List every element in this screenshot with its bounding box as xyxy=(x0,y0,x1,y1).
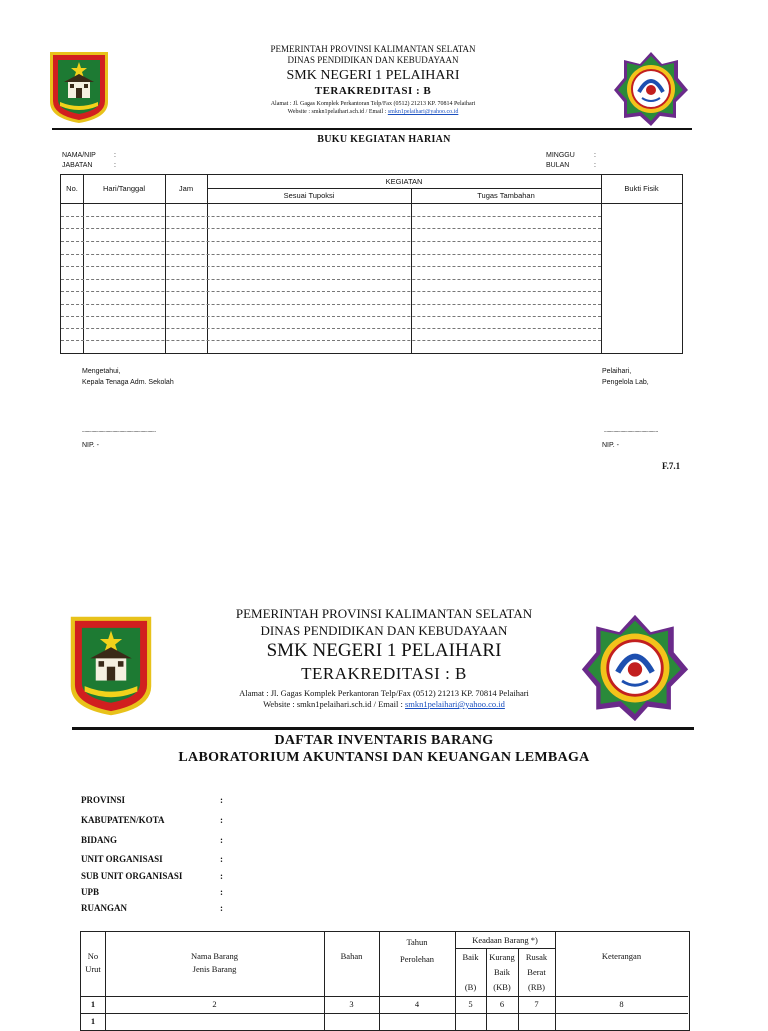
num-7: 7 xyxy=(534,999,539,1009)
school-name-2: SMK NEGERI 1 PELAIHARI xyxy=(266,640,502,661)
num-1: 1 xyxy=(90,999,96,1009)
dept-line-2: DINAS PENDIDIKAN DAN KEBUDAYAAN xyxy=(260,623,508,638)
right-school-logo xyxy=(612,50,690,128)
col-date: Hari/Tanggal xyxy=(102,184,146,193)
sign-left-dots: ............................................................... xyxy=(82,428,156,434)
form2-title-2: LABORATORIUM AKUNTANSI DAN KEUANGAN LEMBAGA xyxy=(178,750,590,765)
inventory-table xyxy=(80,931,690,1031)
field-unit-organisasi: UNIT ORGANISASI xyxy=(81,854,163,864)
col-bahan: Bahan xyxy=(340,951,363,961)
form-code: F.7.1 xyxy=(662,461,681,471)
col-time: Jam xyxy=(178,184,194,193)
col-keadaan: Keadaan Barang *) xyxy=(472,935,538,945)
accreditation-2: TERAKREDITASI : B xyxy=(301,664,467,683)
num-5: 5 xyxy=(468,999,473,1009)
header-rule xyxy=(52,128,692,130)
address: Alamat : Jl. Gagas Komplek Perkantoran Telp/Fax (0512) 21213 KP. 70814 Pelaihari xyxy=(270,101,476,107)
field-minggu: MINGGU : xyxy=(546,152,596,159)
sign-right-place: Pelaihari, xyxy=(602,368,632,375)
field-nama-nip: NAMA/NIP : xyxy=(62,152,116,159)
col-baik: Baik (B) xyxy=(462,952,479,992)
sign-right-dots: .............................................. xyxy=(604,428,658,434)
col-tambahan: Tugas Tambahan xyxy=(477,191,535,200)
col-kegiatan: KEGIATAN xyxy=(385,177,423,186)
address-2: Alamat : Jl. Gagas Komplek Perkantoran Telp/Fax (0512) 21213 KP. 70814 Pelaihari xyxy=(239,688,529,698)
field-jabatan: JABATAN : xyxy=(62,162,116,169)
sign-right-nip: NIP. - xyxy=(602,442,619,449)
website-text-2: Website : smkn1pelaihari.sch.id / Email : xyxy=(263,699,405,709)
num-4: 4 xyxy=(414,999,420,1009)
field-sub-unit: SUB UNIT ORGANISASI xyxy=(81,871,183,881)
field-bidang: BIDANG xyxy=(81,835,118,845)
sign-left-known: Mengetahui, xyxy=(82,368,121,375)
field-ruangan: RUANGAN xyxy=(81,903,127,913)
num-3: 3 xyxy=(349,999,354,1009)
email-link[interactable]: smkn1pelaihari@yahoo.co.id xyxy=(387,109,459,115)
col-no: No. xyxy=(66,184,78,193)
num-2: 2 xyxy=(212,999,217,1009)
website-line-2 xyxy=(170,699,598,710)
sign-right-role: Pengelola Lab, xyxy=(602,379,649,386)
first-row-no: 1 xyxy=(90,1016,96,1026)
field-upb: UPB xyxy=(81,887,99,897)
sign-left-role: Kepala Tenaga Adm. Sekolah xyxy=(82,379,174,386)
num-8: 8 xyxy=(619,999,624,1009)
col-tahun: Tahun Perolehan xyxy=(400,937,434,964)
website-line xyxy=(150,108,596,116)
col-nama-barang: Nama Barang Jenis Barang xyxy=(191,951,238,974)
col-proof: Bukti Fisik xyxy=(624,184,659,193)
gov-line: PEMERINTAH PROVINSI KALIMANTAN SELATAN xyxy=(270,44,476,54)
gov-line-2: PEMERINTAH PROVINSI KALIMANTAN SELATAN xyxy=(235,606,533,621)
col-no-urut: No Urut xyxy=(85,951,101,974)
col-rusak-berat: Rusak Berat (RB) xyxy=(525,952,548,992)
activity-table xyxy=(60,174,683,354)
col-keterangan: Keterangan xyxy=(601,951,642,961)
website-text: Website : smkn1pelaihari.sch.id / Email : xyxy=(287,109,388,115)
accreditation: TERAKREDITASI : B xyxy=(314,85,432,97)
school-name: SMK NEGERI 1 PELAIHARI xyxy=(286,68,460,83)
sign-left-nip: NIP. - xyxy=(82,442,99,449)
email-link-2[interactable]: smkn1pelaihari@yahoo.co.id xyxy=(405,699,505,709)
col-tupoksi: Sesuai Tupoksi xyxy=(283,191,335,200)
num-6: 6 xyxy=(499,999,505,1009)
left-crest-logo-2 xyxy=(68,614,154,718)
field-bulan: BULAN : xyxy=(546,162,596,169)
form1-title: BUKU KEGIATAN HARIAN xyxy=(317,134,451,145)
field-provinsi: PROVINSI xyxy=(81,795,126,805)
left-crest-logo xyxy=(48,50,110,125)
field-kabupaten: KABUPATEN/KOTA xyxy=(81,815,165,825)
form2-title-1: DAFTAR INVENTARIS BARANG xyxy=(274,733,494,748)
dept-line: DINAS PENDIDIKAN DAN KEBUDAYAAN xyxy=(287,55,459,65)
col-kurang-baik: Kurang Baik (KB) xyxy=(489,952,515,992)
header-rule-2 xyxy=(72,727,694,730)
